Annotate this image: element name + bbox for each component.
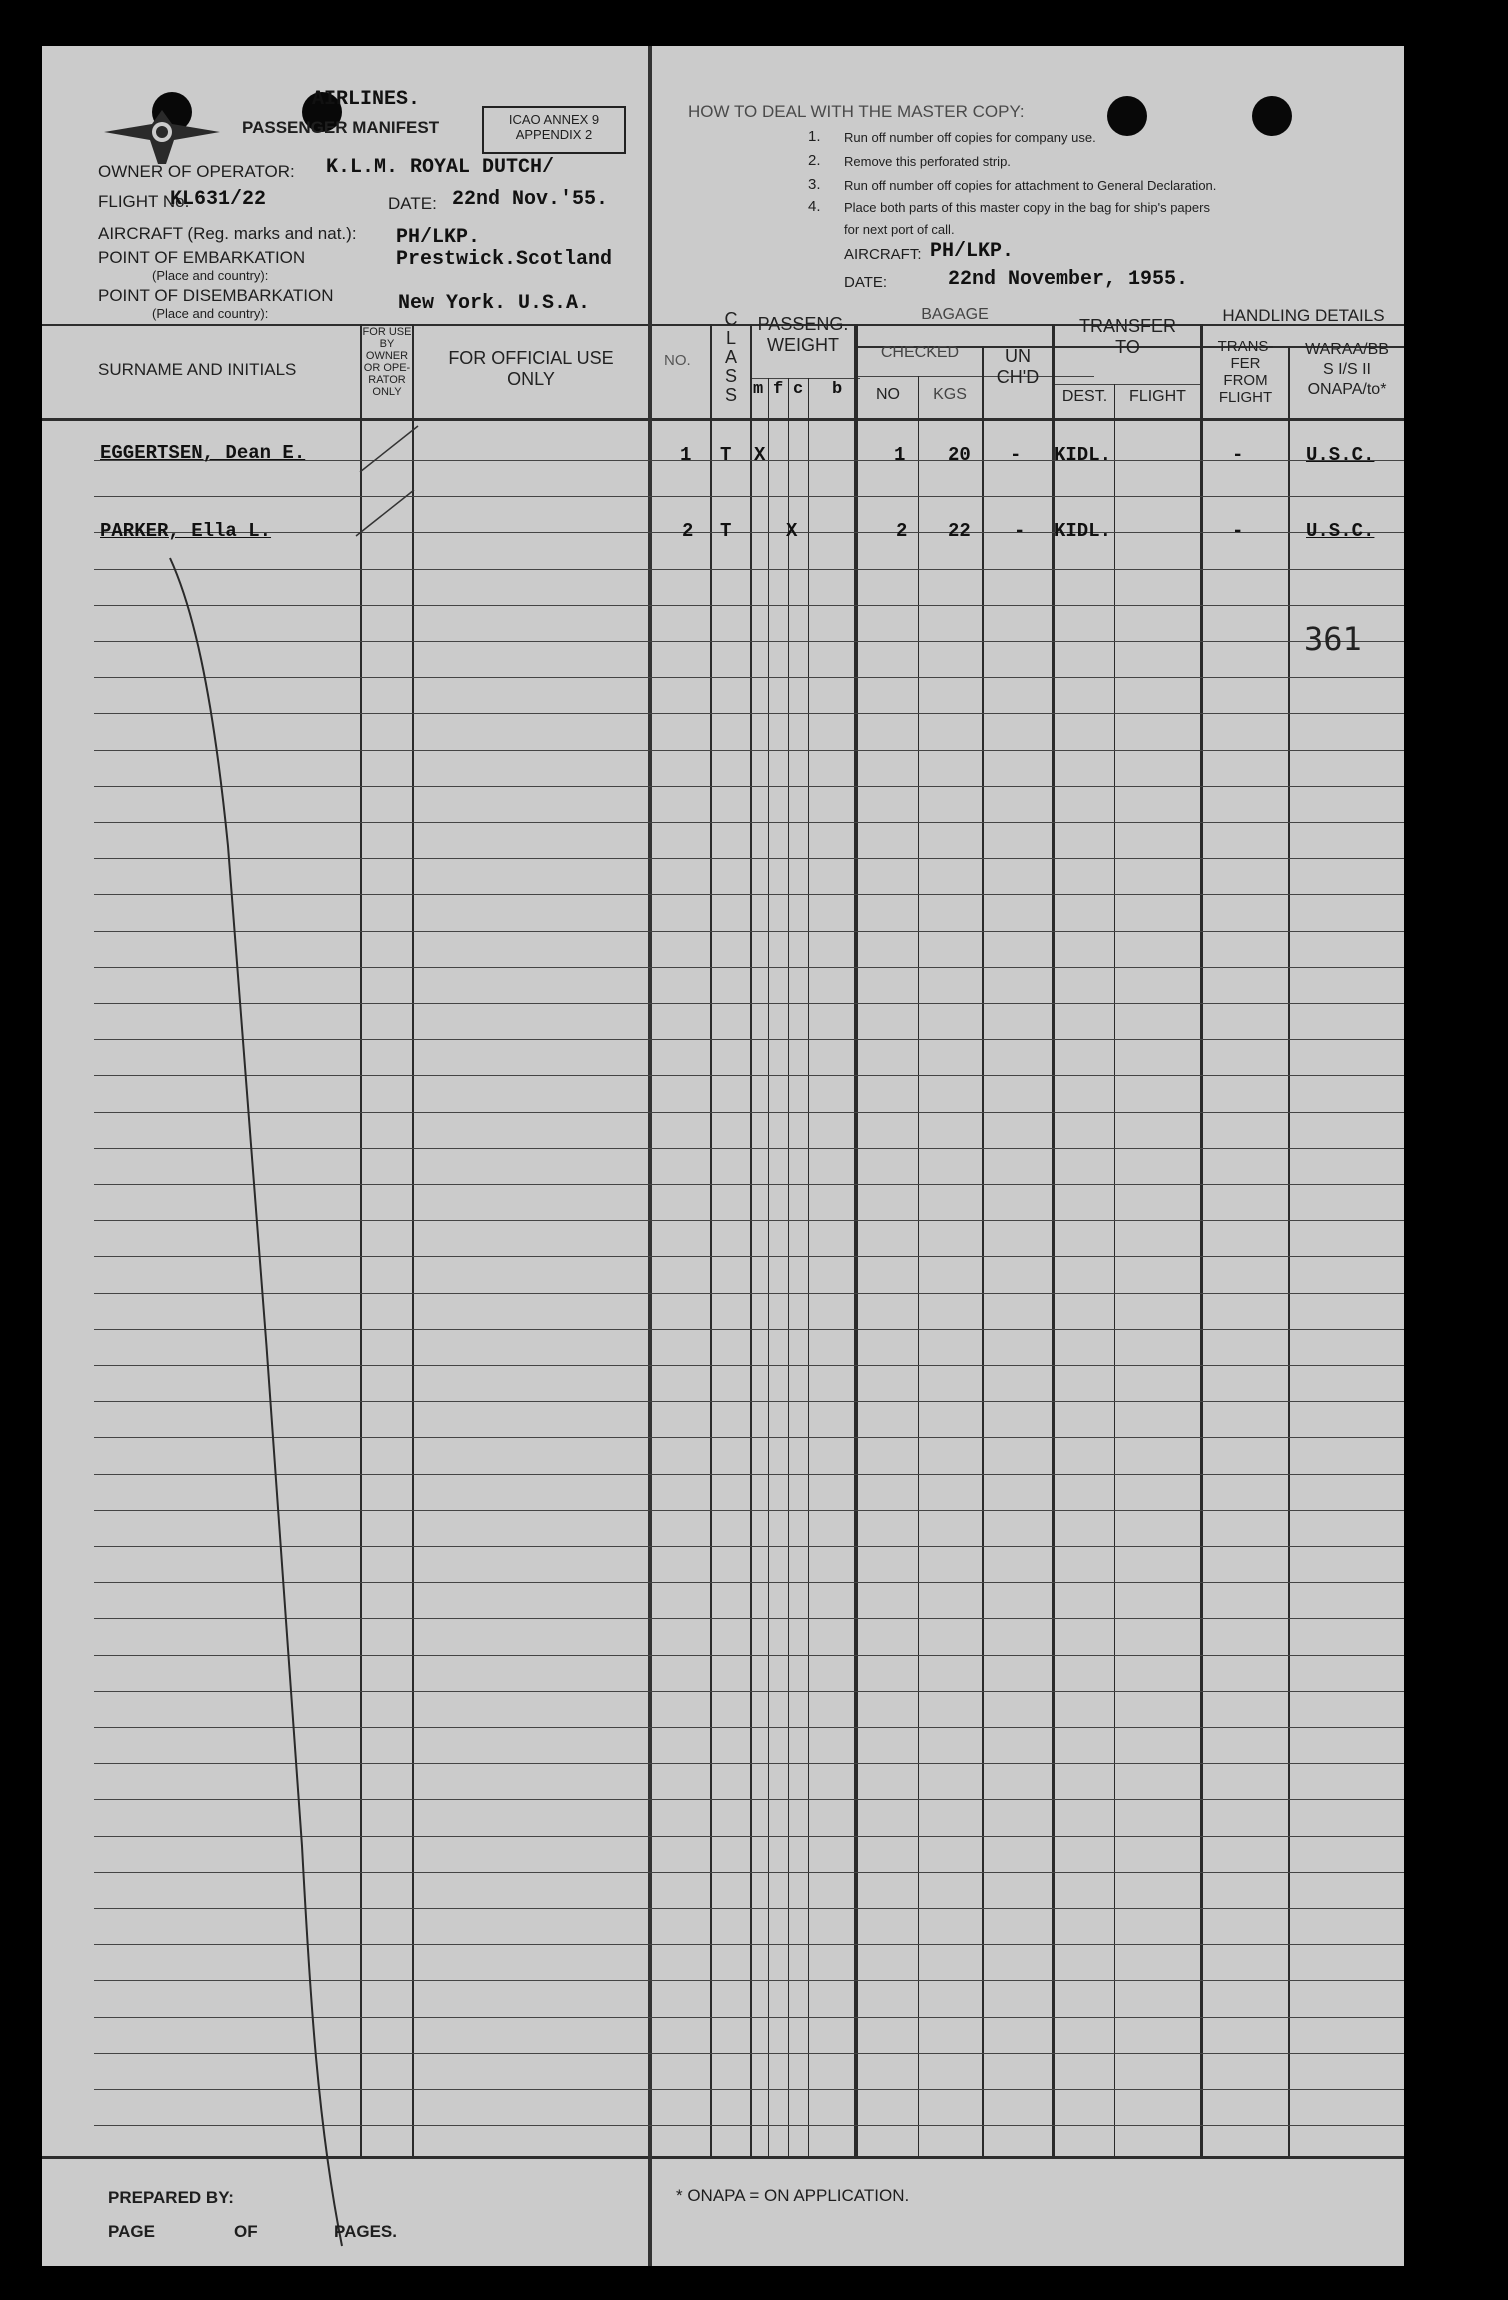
passenger-weight-mark: X <box>786 520 798 542</box>
instructions-title: HOW TO DEAL WITH THE MASTER COPY: <box>688 102 1025 121</box>
flight-label: FLIGHT No. <box>98 192 190 211</box>
stamp-number: 361 <box>1304 620 1362 658</box>
instruction-text: for next port of call. <box>844 222 955 237</box>
col-header-checked-no: NO <box>876 386 900 403</box>
aircraft-label: AIRCRAFT (Reg. marks and nat.): <box>98 224 357 243</box>
passenger-class: T <box>720 444 732 466</box>
date-label: DATE: <box>388 194 437 213</box>
col-header-checked-kgs: KGS <box>933 386 967 403</box>
passenger-dest: KIDL. <box>1054 444 1112 466</box>
class-letter: L <box>725 328 736 348</box>
class-letter: S <box>724 366 737 386</box>
class-letter: S <box>724 385 737 405</box>
airline-name: AIRLINES. <box>312 88 421 111</box>
instruction-num: 3. <box>808 176 821 193</box>
official-line: FOR OFFICIAL USE <box>448 348 614 368</box>
weight-line: PASSENG. <box>757 314 849 334</box>
passenger-no: 1 <box>680 444 692 466</box>
col-header-no: NO. <box>664 352 691 369</box>
of-label: OF <box>234 2222 258 2241</box>
instruction-num: 1. <box>808 128 821 145</box>
icao-line-1: ICAO ANNEX 9 <box>508 112 600 127</box>
aircraft-value: PH/LKP. <box>396 226 481 249</box>
instruction-text: Place both parts of this master copy in the bag for ship's papers <box>844 200 1210 215</box>
instruction-num: 2. <box>808 152 821 169</box>
unchd-line: CH'D <box>996 367 1040 387</box>
col-header-flight: FLIGHT <box>1129 388 1186 405</box>
owner-value: K.L.M. ROYAL DUTCH/ <box>326 156 555 179</box>
check-stroke <box>360 426 418 472</box>
passenger-bags: 2 <box>896 520 908 542</box>
passenger-name: EGGERTSEN, Dean E. <box>100 442 306 464</box>
owner-label: OWNER OF OPERATOR: <box>98 162 295 181</box>
col-header-handling: HANDLING DETAILS <box>1222 306 1385 325</box>
icao-line-2: APPENDIX 2 <box>515 127 593 142</box>
instr-date-value: 22nd November, 1955. <box>948 268 1189 291</box>
official-line: ONLY <box>507 369 555 389</box>
passenger-name: PARKER, Ella L. <box>100 520 272 542</box>
waraa-line: S I/S II <box>1322 361 1371 378</box>
embark-value: Prestwick.Scotland <box>396 248 613 271</box>
owner-use-line: BY <box>379 338 395 350</box>
disembark-value: New York. U.S.A. <box>398 292 591 315</box>
passenger-dest: KIDL. <box>1054 520 1112 542</box>
manifest-title: PASSENGER MANIFEST <box>242 118 440 137</box>
page-label: PAGE <box>108 2222 155 2241</box>
transfer-from-line: FLIGHT <box>1218 389 1273 406</box>
transfer-from-line: TRANS- <box>1217 338 1274 355</box>
passenger-unchd: - <box>1010 444 1022 466</box>
passenger-transfer-from: - <box>1232 444 1244 466</box>
class-letter: A <box>724 347 737 367</box>
instruction-text: Run off number off copies for attachment to General Declaration. <box>844 178 1217 193</box>
col-header-checked: CHECKED <box>880 344 960 361</box>
embark-sub: (Place and country): <box>152 268 269 283</box>
flight-value: KL631/22 <box>170 188 267 211</box>
handwritten-strokes <box>42 46 1404 2266</box>
waraa-line: ONAPA/to* <box>1307 381 1387 398</box>
instruction-text: Remove this perforated strip. <box>844 154 1011 169</box>
date-value: 22nd Nov.'55. <box>452 188 609 211</box>
owner-use-line: FOR USE <box>362 326 412 338</box>
manifest-sheet <box>42 46 1404 2266</box>
pages-label: PAGES. <box>334 2222 397 2241</box>
owner-use-line: OR OPE- <box>363 362 411 374</box>
disembark-label: POINT OF DISEMBARKATION <box>98 286 334 305</box>
disembark-sub: (Place and country): <box>152 306 269 321</box>
transfer-line: TRANSFER <box>1078 316 1176 336</box>
bracket-stroke <box>170 558 342 2246</box>
col-header-dest: DEST. <box>1061 388 1108 405</box>
weight-line: WEIGHT <box>767 335 839 355</box>
passenger-transfer-from: - <box>1232 520 1244 542</box>
check-stroke <box>356 490 414 536</box>
class-letter: C <box>724 309 738 329</box>
passenger-class: T <box>720 520 732 542</box>
weight-sub-f: f <box>773 380 784 399</box>
col-header-surname: SURNAME AND INITIALS <box>98 360 297 379</box>
passenger-bags: 1 <box>894 444 906 466</box>
weight-sub-b: b <box>832 380 843 399</box>
owner-use-line: ONLY <box>372 386 402 398</box>
embark-label: POINT OF EMBARKATION <box>98 248 306 267</box>
col-header-bagage: BAGAGE <box>921 306 989 323</box>
passenger-unchd: - <box>1014 520 1026 542</box>
weight-sub-c: c <box>793 380 804 399</box>
passenger-no: 2 <box>682 520 694 542</box>
instr-aircraft-label: AIRCRAFT: <box>844 246 922 263</box>
passenger-kgs: 22 <box>948 520 971 542</box>
prepared-by-label: PREPARED BY: <box>108 2188 234 2207</box>
instruction-num: 4. <box>808 198 821 215</box>
instruction-text: Run off number off copies for company use. <box>844 130 1096 145</box>
instr-aircraft-value: PH/LKP. <box>930 240 1015 263</box>
transfer-line: TO <box>1115 337 1140 357</box>
passenger-handling: U.S.C. <box>1306 520 1375 542</box>
passenger-weight-mark: X <box>754 444 766 466</box>
onapa-note: * ONAPA = ON APPLICATION. <box>676 2186 910 2205</box>
instr-date-label: DATE: <box>844 274 888 291</box>
transfer-from-line: FROM <box>1223 372 1268 389</box>
owner-use-line: RATOR <box>368 374 406 386</box>
owner-use-line: OWNER <box>365 350 409 362</box>
waraa-line: WARAA/BB <box>1305 341 1389 358</box>
unchd-line: UN <box>1005 346 1031 366</box>
weight-sub-m: m <box>753 380 764 399</box>
passenger-kgs: 20 <box>948 444 971 466</box>
transfer-from-line: FER <box>1230 355 1261 372</box>
passenger-handling: U.S.C. <box>1306 444 1375 466</box>
